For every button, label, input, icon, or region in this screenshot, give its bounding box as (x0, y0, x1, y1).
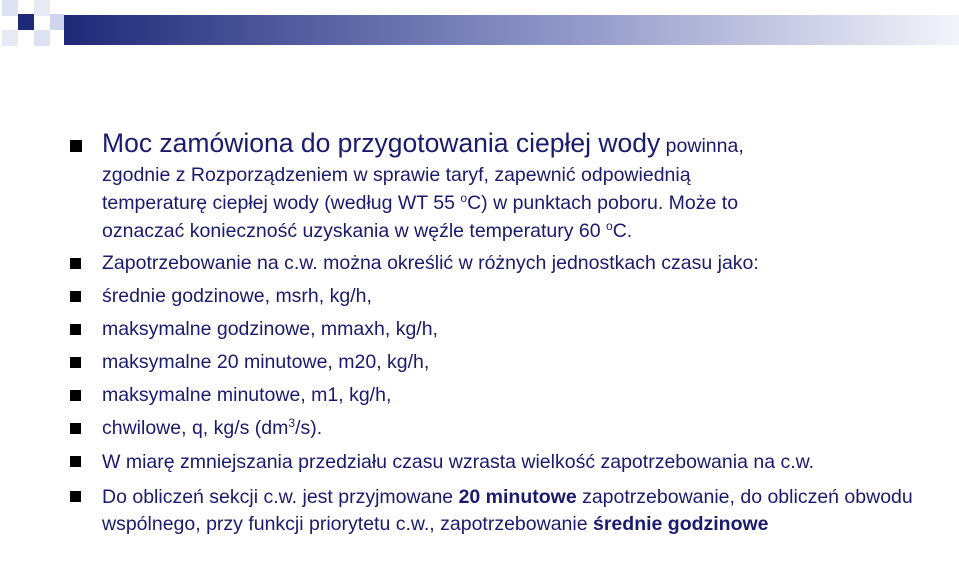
square-bullet-icon (70, 357, 81, 368)
square-bullet-icon (70, 491, 81, 502)
square-bullet-icon (70, 140, 82, 152)
intro-line-3a: oznaczać konieczność uzyskania w węźle temperatury 60 (102, 220, 606, 242)
obliczenia-text-a: Do obliczeń sekcji c.w. jest przyjmowane (102, 486, 459, 508)
intro-tail: powinna, (660, 135, 744, 157)
intro-line-2a: temperaturę ciepłej wody (według WT 55 (102, 192, 461, 214)
chwilowe-text-b: /s). (295, 417, 323, 439)
square-bullet-icon (70, 258, 81, 269)
square-bullet-icon (70, 456, 81, 467)
list-item (70, 383, 950, 408)
intro-bullet (70, 128, 950, 161)
intro-continuation (70, 161, 950, 245)
intro-title: Moc zamówiona do przygotowania ciepłej wody (102, 128, 661, 158)
square-bullet-icon (70, 324, 81, 335)
bold-20-minutowe: 20 minutowe (458, 486, 577, 508)
header-square-4 (34, 0, 50, 16)
list-item-text: Zapotrzebowanie na c.w. można określić w różnych jednostkach czasu jako: (102, 252, 759, 274)
square-bullet-icon (70, 423, 81, 434)
miara-text: W miarę zmniejszania przedziału czasu wzrasta wielkość zapotrzebowania na c.w. (102, 451, 815, 473)
obliczenia-text-b: zapotrzebowanie, do obliczeń obwodu wspólnego, przy funkcji priorytetu c.w., zapotrzebowanie (102, 486, 913, 535)
list-item (70, 284, 950, 309)
intro-line-3 (102, 217, 950, 245)
list-item-obliczenia (70, 484, 950, 538)
header-square-3 (2, 30, 18, 46)
header-square-1 (2, 0, 18, 16)
list-item (70, 317, 950, 342)
header-decoration (0, 0, 959, 60)
square-bullet-icon (70, 291, 81, 302)
header-square-5 (34, 30, 50, 46)
cubic-sup: 3 (288, 416, 296, 430)
list-item-miara (70, 449, 950, 476)
intro-line-2b: C) w punktach poboru. Może to (467, 192, 739, 214)
list-item-text: maksymalne godzinowe, mmaxh, kg/h, (102, 318, 438, 340)
list-item (70, 350, 950, 375)
degree-sup-2: o (606, 219, 613, 233)
list-item-text: maksymalne minutowe, m1, kg/h, (102, 384, 392, 406)
square-bullet-icon (70, 390, 81, 401)
intro-line-2 (102, 189, 950, 217)
slide-content (70, 128, 950, 546)
intro-line-3b: C. (612, 220, 633, 242)
header-square-6 (50, 14, 64, 30)
bold-srednie-godzinowe: średnie godzinowe (593, 513, 769, 535)
header-gradient-graphic (0, 0, 959, 60)
degree-sup: o (460, 191, 468, 205)
list-item-text: średnie godzinowe, msrh, kg/h, (102, 285, 372, 307)
list-item (70, 251, 950, 276)
list-item-chwilowe (70, 416, 950, 441)
intro-line-1: zgodnie z Rozporządzeniem w sprawie taryf, zapewnić odpowiednią (102, 164, 691, 186)
header-bar (64, 15, 959, 45)
list-item-text: maksymalne 20 minutowe, m20, kg/h, (102, 351, 430, 373)
chwilowe-text-a: chwilowe, q, kg/s (dm (102, 417, 289, 439)
header-square-2 (18, 14, 34, 30)
